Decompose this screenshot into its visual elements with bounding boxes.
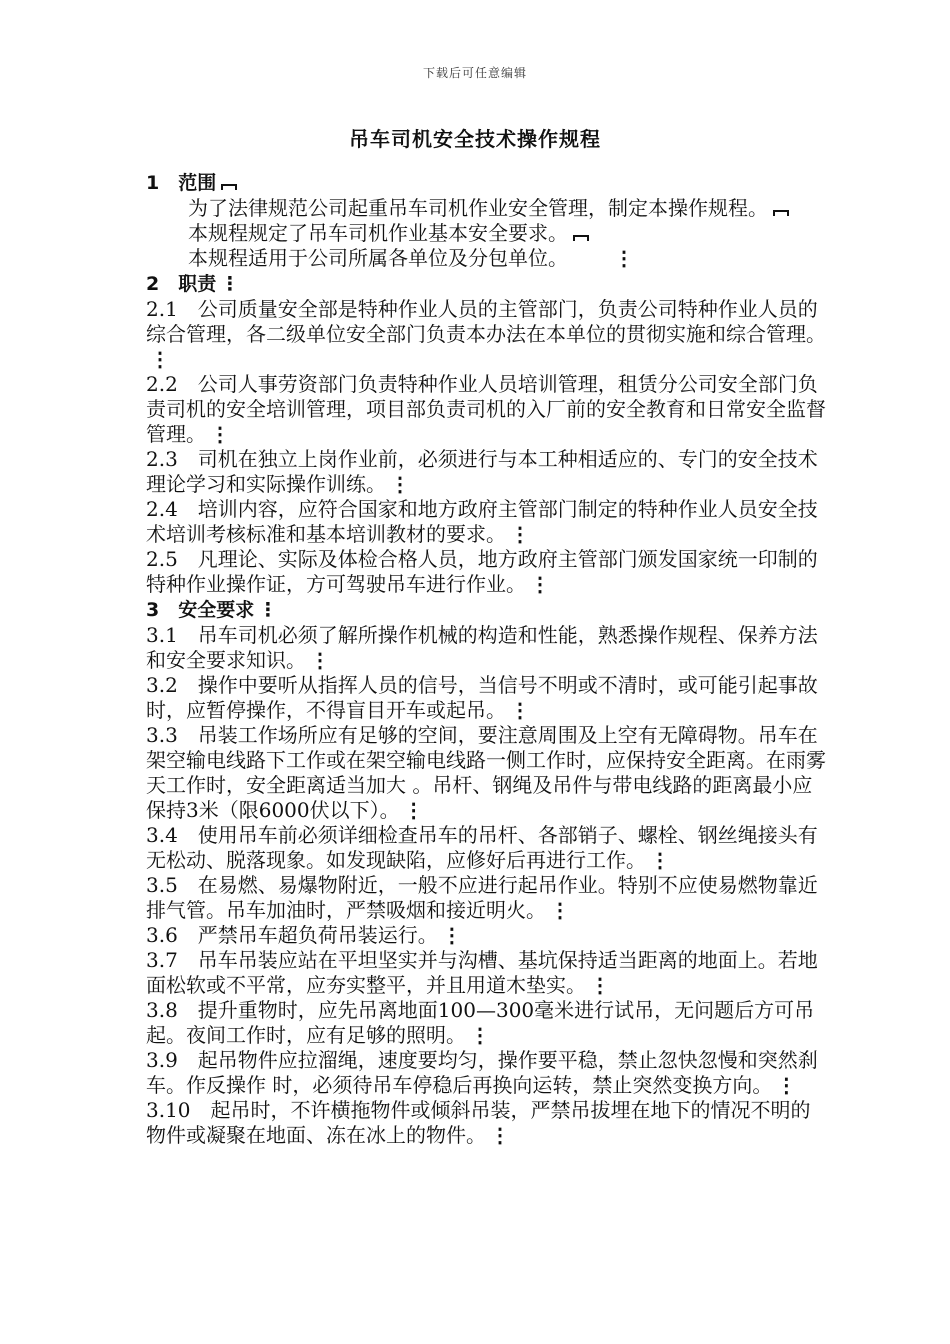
header-note: 下载后可任意编辑 (422, 66, 527, 80)
colon-mark-icon: ⋮ (220, 273, 240, 295)
paragraph-text: 2.5 凡理论、实际及体检合格人员，地方政府主管部门颁发国家统一印制的特种作业操作证，方可驾驶吊车进行作业。 (146, 547, 818, 596)
paragraph (146, 673, 826, 723)
paragraph-text: 2.4 培训内容，应符合国家和地方政府主管部门制定的特种作业人员安全技术培训考核标准和基本培训教材的要求。 (146, 497, 818, 546)
paragraph (146, 372, 826, 447)
paragraph (146, 196, 826, 221)
fold-mark-icon (219, 177, 239, 193)
colon-mark-icon: ⋮ (441, 923, 462, 947)
colon-mark-icon: ⋮ (614, 246, 634, 270)
paragraph-text: 3.1 吊车司机必须了解所操作机械的构造和性能，熟悉操作规程、保养方法和安全要求知识。 (146, 623, 818, 672)
paragraph (146, 873, 826, 923)
colon-mark-icon: ⋮ (550, 898, 570, 922)
section-heading-duties (146, 271, 826, 297)
paragraph (146, 447, 826, 497)
paragraph (146, 246, 826, 271)
colon-mark-icon: ⋮ (258, 599, 278, 621)
fold-mark-icon (771, 203, 791, 219)
paragraph (146, 623, 826, 673)
paragraph-text: 3.8 提升重物时，应先吊离地面100—300毫米进行试吊，无问题后方可吊起。夜间工作时，应有足够的照明。 (146, 998, 815, 1047)
colon-mark-icon: ⋮ (650, 848, 670, 872)
paragraph-text: 3.7 吊车吊装应站在平坦坚实并与沟槽、基坑保持适当距离的地面上。若地面松软或不平常，应夯实整平，并且用道木垫实。 (146, 948, 818, 997)
paragraph-text: 本规程规定了吊车司机作业基本安全要求。 (188, 221, 568, 245)
paragraph-text: 本规程适用于公司所属各单位及分包单位。 (188, 246, 568, 270)
paragraph (146, 1048, 826, 1098)
paragraph-text: 2.3 司机在独立上岗作业前，必须进行与本工种相适应的、专门的安全技术理论学习和实际操作训练。 (146, 447, 818, 496)
colon-mark-icon: ⋮ (403, 798, 424, 822)
paragraph-text: 3.4 使用吊车前必须详细检查吊车的吊杆、各部销子、螺栓、钢丝绳接头有无松动、脱落现象。如发现缺陷，应修好后再进行工作。 (146, 823, 818, 872)
paragraph (146, 1098, 826, 1148)
colon-mark-icon: ⋮ (310, 648, 330, 672)
colon-mark-icon: ⋮ (510, 522, 530, 546)
paragraph (146, 723, 826, 823)
paragraph-text: 2.1 公司质量安全部是特种作业人员的主管部门，负责公司特种作业人员的综合管理，各二级单位安全部门负责本办法在本单位的贯彻实施和综合管理。 (146, 297, 826, 346)
paragraph-text: 为了法律规范公司起重吊车司机作业安全管理，制定本操作规程。 (188, 196, 768, 220)
colon-mark-icon: ⋮ (590, 973, 610, 997)
colon-mark-icon: ⋮ (210, 422, 230, 446)
paragraph-text: 3.10 起吊时，不许横拖物件或倾斜吊装，严禁吊拔埋在地下的情况不明的物件或凝聚在地面、冻在冰上的物件。 (146, 1098, 811, 1147)
heading-text: 1 范围 (146, 172, 217, 194)
colon-mark-icon: ⋮ (150, 347, 170, 371)
paragraph (146, 221, 826, 246)
colon-mark-icon: ⋮ (470, 1023, 490, 1047)
paragraph-text: 3.9 起吊物件应拉溜绳，速度要均匀，操作要平稳，禁止忽快忽慢和突然刹车。作反操作 时，必须待吊车停稳后再换向运转，禁止突然变换方向。 (146, 1048, 818, 1097)
paragraph-text: 3.3 吊装工作场所应有足够的空间，要注意周围及上空有无障碍物。吊车在架空输电线路下工作或在架空输电线路一侧工作时，应保持安全距离。在雨雾天工作时，安全距离适当加大 。吊杆、钢绳及吊件与带电线路的距离最小应保持3米（限6000伏以下）。 (146, 723, 826, 822)
colon-mark-icon: ⋮ (776, 1073, 797, 1097)
paragraph-text: 3.6 严禁吊车超负荷吊装运行。 (146, 923, 438, 947)
paragraph (146, 297, 826, 372)
paragraph (146, 998, 826, 1048)
paragraph (146, 923, 826, 948)
heading-text: 2 职责 (146, 273, 217, 295)
section-heading-safety (146, 597, 826, 623)
paragraph (146, 948, 826, 998)
paragraph-text: 2.2 公司人事劳资部门负责特种作业人员培训管理，租赁分公司安全部门负责司机的安全培训管理，项目部负责司机的入厂前的安全教育和日常安全监督管理。 (146, 372, 826, 446)
paragraph (146, 497, 826, 547)
section-heading-scope (146, 170, 826, 196)
fold-mark-icon (571, 228, 591, 244)
colon-mark-icon: ⋮ (490, 1123, 510, 1147)
paragraph (146, 823, 826, 873)
document-body (146, 170, 826, 1148)
paragraph-text: 3.5 在易燃、易爆物附近，一般不应进行起吊作业。特别不应使易燃物靠近排气管。吊车加油时，严禁吸烟和接近明火。 (146, 873, 818, 922)
colon-mark-icon: ⋮ (390, 472, 410, 496)
document-title: 吊车司机安全技术操作规程 (349, 127, 601, 151)
heading-text: 3 安全要求 (146, 599, 255, 621)
colon-mark-icon: ⋮ (510, 698, 530, 722)
paragraph-text: 3.2 操作中要听从指挥人员的信号，当信号不明或不清时，或可能引起事故时，应暂停操作，不得盲目开车或起吊。 (146, 673, 818, 722)
colon-mark-icon: ⋮ (530, 572, 550, 596)
paragraph (146, 547, 826, 597)
